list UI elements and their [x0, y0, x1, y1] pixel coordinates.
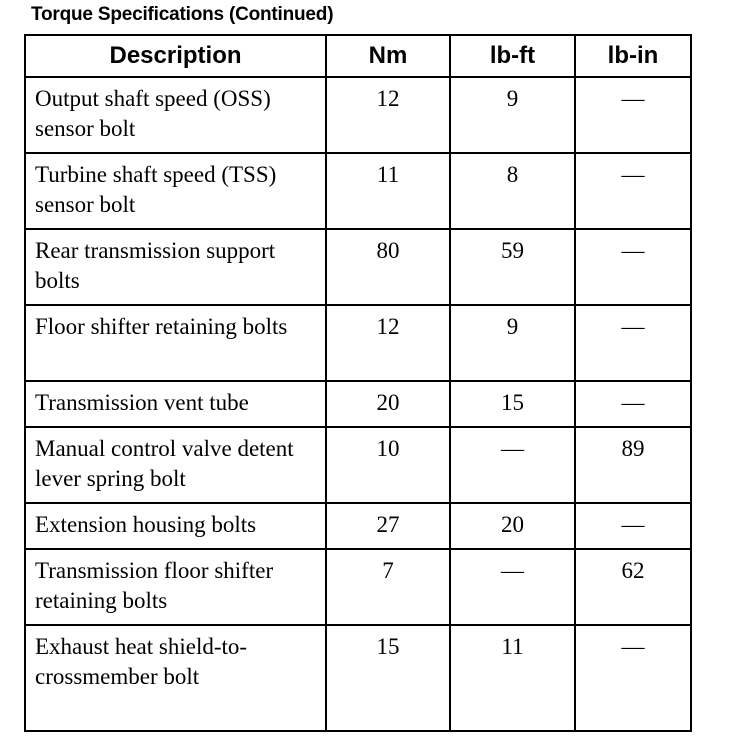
cell-lbin: — [575, 625, 691, 731]
cell-lbft: — [450, 549, 575, 625]
cell-lbft: 11 [450, 625, 575, 731]
header-description: Description [25, 35, 326, 77]
cell-lbin: — [575, 229, 691, 305]
table-row [25, 381, 691, 427]
table-row [25, 229, 691, 305]
cell-description: Exhaust heat shield-to-crossmember bolt [25, 625, 326, 731]
cell-description: Extension housing bolts [25, 503, 326, 549]
cell-nm: 27 [326, 503, 450, 549]
header-row [25, 35, 691, 77]
header-lbin: lb-in [575, 35, 691, 77]
cell-description: Manual control valve detent lever spring bolt [25, 427, 326, 503]
cell-description: Output shaft speed (OSS) sensor bolt [25, 77, 326, 153]
cell-description: Floor shifter retaining bolts [25, 305, 326, 381]
cell-lbin: — [575, 153, 691, 229]
cell-nm: 12 [326, 77, 450, 153]
cell-description: Transmission floor shifter retaining bolts [25, 549, 326, 625]
cell-lbin: 89 [575, 427, 691, 503]
cell-nm: 7 [326, 549, 450, 625]
cell-description: Turbine shaft speed (TSS) sensor bolt [25, 153, 326, 229]
page-title: Torque Specifications (Continued) [31, 4, 334, 25]
table-row [25, 503, 691, 549]
cell-lbft: 15 [450, 381, 575, 427]
table-row [25, 625, 691, 731]
cell-lbft: 8 [450, 153, 575, 229]
cell-lbin: 62 [575, 549, 691, 625]
cell-lbin: — [575, 381, 691, 427]
cell-lbft: 9 [450, 77, 575, 153]
cell-nm: 12 [326, 305, 450, 381]
cell-nm: 80 [326, 229, 450, 305]
cell-lbft: 20 [450, 503, 575, 549]
cell-lbin: — [575, 77, 691, 153]
cell-description: Rear transmission support bolts [25, 229, 326, 305]
cell-nm: 11 [326, 153, 450, 229]
table-row [25, 305, 691, 381]
cell-lbin: — [575, 503, 691, 549]
cell-description: Transmission vent tube [25, 381, 326, 427]
cell-lbin: — [575, 305, 691, 381]
table-row [25, 549, 691, 625]
cell-nm: 20 [326, 381, 450, 427]
cell-nm: 15 [326, 625, 450, 731]
cell-nm: 10 [326, 427, 450, 503]
torque-spec-table [24, 34, 692, 732]
cell-lbft: 9 [450, 305, 575, 381]
table-row [25, 153, 691, 229]
cell-lbft: — [450, 427, 575, 503]
header-lbft: lb-ft [450, 35, 575, 77]
table-row [25, 77, 691, 153]
table-row [25, 427, 691, 503]
cell-lbft: 59 [450, 229, 575, 305]
header-nm: Nm [326, 35, 450, 77]
